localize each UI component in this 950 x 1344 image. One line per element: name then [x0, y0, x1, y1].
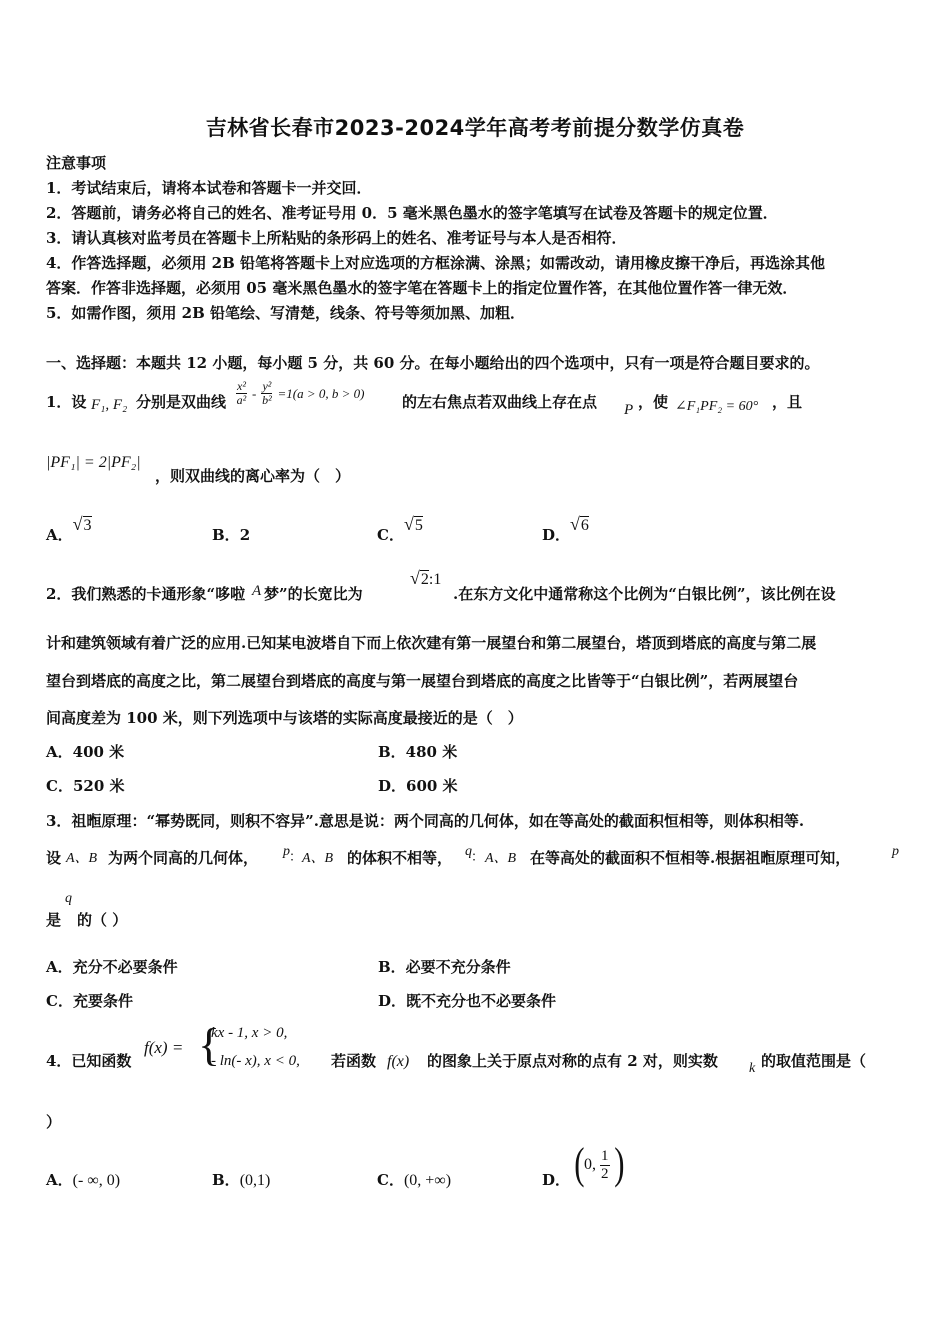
q3-var-q: q: [465, 844, 472, 859]
option-value: 0,: [584, 1156, 596, 1173]
q1-text: ，且: [772, 393, 803, 411]
q1-text: 分别是双曲线: [136, 393, 227, 411]
x-fraction: [236, 380, 247, 407]
q3-text: 的体积不相等，: [347, 849, 453, 867]
q4-case-2: - ln(- x), x < 0,: [211, 1053, 300, 1069]
q3-var-p: p: [283, 844, 290, 859]
q2-option-c[interactable]: C．520 米: [46, 777, 125, 795]
q1-option-d[interactable]: [542, 514, 589, 545]
option-label: B．: [212, 1171, 240, 1189]
q1-text: 1．设: [46, 393, 87, 411]
q3-text: 为两个同高的几何体，: [108, 849, 259, 867]
q3-var: A、B: [66, 851, 98, 866]
notice-item: 3．请认真核对监考员在答题卡上所粘贴的条形码上的姓名、准考证号与本人是否相符．: [46, 229, 627, 247]
a-squared: a²: [236, 393, 247, 407]
q3-text: 的（ ）: [77, 911, 128, 929]
option-value: (0, +∞): [403, 1172, 452, 1189]
q3-option-a[interactable]: A．充分不必要条件: [46, 958, 178, 976]
hyperbola-condition: =1(a > 0, b > 0): [277, 386, 365, 401]
notice-heading: 注意事项: [46, 154, 107, 172]
q1-option-c[interactable]: [377, 514, 423, 545]
radicand: 6: [580, 517, 589, 534]
q2-text: 2．我们熟悉的卡通形象“哆啦: [46, 585, 246, 603]
q3-var-p: p: [892, 844, 899, 859]
minus-sign: -: [252, 386, 257, 401]
q2-var-a: A: [252, 583, 262, 599]
q1-option-b[interactable]: [212, 524, 250, 545]
q4-function: f(x): [387, 1053, 410, 1070]
y-squared: y²: [262, 379, 272, 393]
brace-icon: {: [198, 1019, 221, 1070]
option-label: D．: [542, 526, 571, 544]
q4-var-k: k: [749, 1061, 756, 1076]
q2-ratio: √2:1: [410, 568, 442, 588]
right-paren-icon: ): [614, 1139, 625, 1188]
q4-function: f(x) =: [144, 1038, 184, 1057]
radicand: 3: [83, 517, 92, 534]
q3-text: 设: [46, 849, 62, 867]
notice-item: 4．作答选择题，必须用 2B 铅笔将答题卡上对应选项的方框涂满、涂黑；如需改动，请用橡皮擦干净后，再选涂其他: [46, 254, 826, 272]
q4-text: 4．已知函数: [46, 1052, 132, 1070]
q1-text: ，则双曲线的离心率为（ ）: [155, 467, 351, 485]
q1-equation: |PF₁| = 2|PF₂|: [46, 454, 141, 471]
q4-text: 的图象上关于原点对称的点有 2 对，则实数: [427, 1052, 718, 1070]
ratio-value: :1: [428, 571, 442, 588]
half-fraction: [600, 1148, 610, 1183]
left-paren-icon: (: [574, 1139, 585, 1188]
exam-title: 吉林省长春市2023-2024学年高考考前提分数学仿真卷: [205, 116, 745, 140]
option-value: (- ∞, 0): [72, 1172, 121, 1189]
q4-text: 若函数: [331, 1052, 377, 1070]
q1-text: ，使: [638, 393, 669, 411]
q3-text: 在等高处的截面积不恒相等.根据祖暅原理可知，: [530, 849, 851, 867]
q2-text: 望台到塔底的高度之比，第二展望台到塔底的高度与第一展望台到塔底的高度之比皆等于“白银比例”，若两展望台: [46, 672, 799, 690]
q4-case-1: kx - 1, x > 0,: [211, 1025, 288, 1041]
q4-option-c[interactable]: [377, 1169, 451, 1190]
y-fraction: [261, 380, 272, 407]
q2-option-a[interactable]: A．400 米: [46, 743, 125, 761]
x-squared: x²: [237, 379, 246, 393]
numerator: 1: [601, 1148, 609, 1164]
option-label: C．: [377, 526, 404, 544]
notice-item: 2．答题前，请务必将自己的姓名、准考证号用 0．5 毫米黑色墨水的签字笔填写在试卷及答题卡的规定位置．: [46, 204, 778, 222]
q3-colon: ：: [471, 849, 485, 864]
q2-option-b[interactable]: B．480 米: [378, 743, 458, 761]
q3-text: 3．祖暅原理：“幂势既同，则积不容异”.意思是说：两个同高的几何体，如在等高处的截面积恒相等，则体积相等.: [46, 812, 805, 830]
q3-option-d[interactable]: D．既不充分也不必要条件: [378, 992, 557, 1010]
q3-var-q: q: [65, 891, 72, 906]
q3-text: 是: [46, 911, 62, 929]
q4-option-a[interactable]: [46, 1169, 120, 1190]
sqrt-value: √3: [72, 514, 92, 534]
option-value: 2: [239, 526, 251, 544]
option-label: C．: [377, 1171, 404, 1189]
q1-hyperbola: [236, 380, 364, 407]
q1-foci: F₁, F₂: [91, 397, 128, 413]
q3-var: A、B: [485, 851, 517, 866]
q1-option-a[interactable]: [46, 514, 92, 545]
q3-var: A、B: [302, 851, 334, 866]
notice-item: 答案．作答非选择题，必须用 05 毫米黑色墨水的签字笔在答题卡上的指定位置作答，在其他位置作答一律无效．: [46, 279, 798, 297]
q3-colon: ：: [289, 849, 303, 864]
option-label: D．: [542, 1171, 571, 1189]
sqrt-value: √5: [403, 514, 423, 534]
q2-text: 梦”的长宽比为: [264, 585, 363, 603]
q2-text: 计和建筑领域有着广泛的应用.已知某电波塔自下而上依次建有第一展望台和第二展望台，塔顶到塔底的高度与第二展: [46, 634, 817, 652]
b-squared: b²: [262, 393, 272, 407]
q3-option-b[interactable]: B．必要不充分条件: [378, 958, 511, 976]
option-value: (0,1): [239, 1172, 271, 1189]
q1-text: 的左右焦点若双曲线上存在点: [402, 393, 598, 411]
radicand: 5: [414, 517, 423, 534]
q2-text: 间高度差为 100 米，则下列选项中与该塔的实际高度最接近的是（ ）: [46, 709, 523, 727]
q2-option-d[interactable]: D．600 米: [378, 777, 458, 795]
q4-text: 的取值范围是（: [761, 1052, 867, 1070]
q1-point: P: [624, 402, 634, 418]
q3-option-c[interactable]: C．充要条件: [46, 992, 133, 1010]
q4-option-b[interactable]: [212, 1169, 270, 1190]
option-label: B．: [212, 526, 240, 544]
denominator: 2: [601, 1166, 609, 1182]
section-header: 一、选择题：本题共 12 小题，每小题 5 分，共 60 分。在每小题给出的四个选项中，只有一项是符合题目要求的。: [46, 354, 820, 372]
q1-angle: ∠F₁PF₂ = 60°: [675, 399, 759, 414]
option-label: A．: [46, 1171, 73, 1189]
notice-item: 5．如需作图，须用 2B 铅笔绘、写清楚，线条、符号等须加黑、加粗．: [46, 304, 525, 322]
notice-item: 1．考试结束后，请将本试卷和答题卡一并交回．: [46, 179, 372, 197]
radicand: 2: [420, 571, 429, 588]
q4-option-d[interactable]: [542, 1169, 570, 1190]
q2-text: .在东方文化中通常称这个比例为“白银比例”，该比例在设: [453, 585, 836, 603]
option-label: A．: [46, 526, 73, 544]
sqrt-value: √6: [570, 514, 589, 534]
q4-text: ）: [46, 1113, 62, 1131]
